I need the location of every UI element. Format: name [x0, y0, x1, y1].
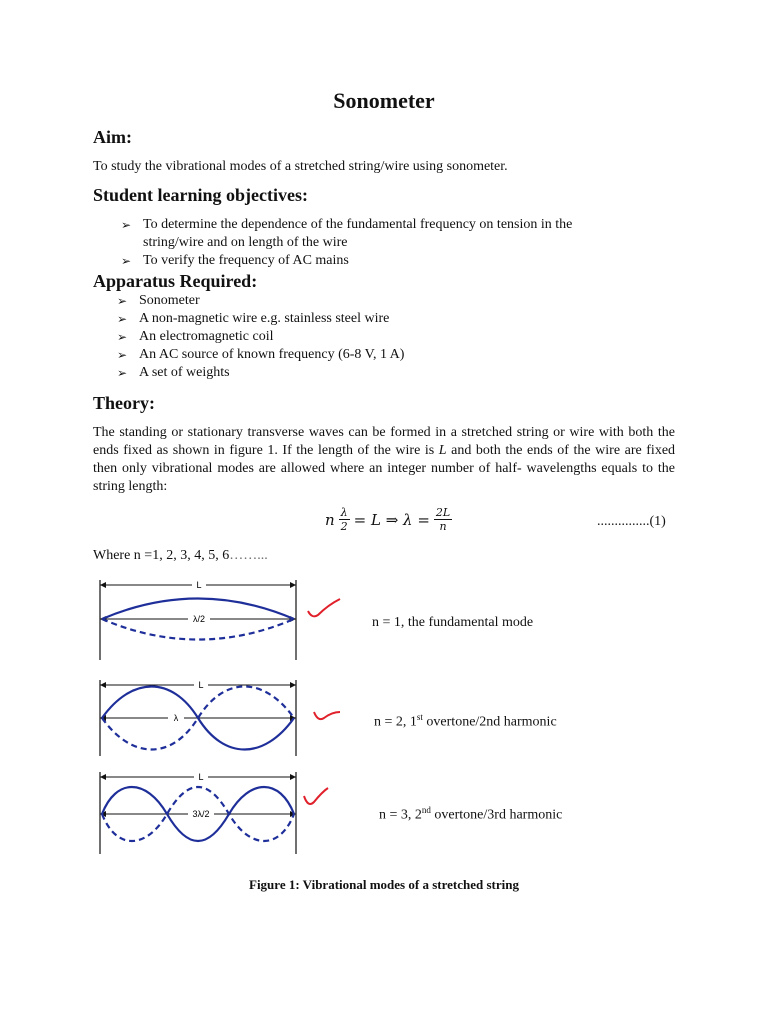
eq-lambda: λ [340, 506, 348, 519]
list-item [121, 252, 681, 270]
apparatus-text: A set of weights [139, 365, 230, 380]
arrow-bullet-icon: ➢ [121, 218, 132, 232]
eq-n: n [325, 510, 335, 529]
list-item [117, 346, 677, 364]
eq-n-denominator: n [439, 520, 447, 533]
list-item [121, 216, 681, 234]
page-title: Sonometer [333, 88, 435, 113]
list-item [117, 292, 677, 310]
mode-2-diagram [92, 676, 352, 760]
mode-label-text: overtone/2nd harmonic [422, 714, 557, 730]
apparatus-text: An electromagnetic coil [139, 329, 274, 344]
mode-3-diagram [92, 768, 352, 856]
ordinal-suffix: st [416, 712, 423, 722]
theory-line: both the ends fixed as shown in figure 1. If the length of the wire is [93, 425, 676, 458]
theory-heading: Theory: [93, 393, 155, 413]
mode-2-label [374, 712, 557, 731]
apparatus-list [117, 292, 677, 382]
check-mark-icon [308, 599, 340, 616]
ordinal-suffix: nd [421, 805, 431, 815]
mode-1-diagram [92, 575, 352, 665]
mode-label-text: n = 2, 1 [374, 714, 417, 730]
wave-label: 3λ/2 [192, 809, 210, 819]
apparatus-heading: Apparatus Required: [93, 271, 258, 291]
eq-middle: = L ⇒ λ = [353, 510, 430, 529]
length-label: L [196, 580, 202, 590]
objective-text: To determine the dependence of the fundamental frequency on tension in the [143, 217, 573, 232]
twoL-over-n [434, 506, 452, 533]
theory-line: The standing or stationary transverse waves can be formed in a stretched string or wire with [93, 425, 624, 440]
check-mark-icon [314, 712, 340, 719]
apparatus-text: A non-magnetic wire e.g. stainless steel wire [139, 311, 390, 326]
eq-two: 2 [340, 520, 348, 533]
apparatus-text: An AC source of known frequency (6-8 V, 1 A) [139, 347, 405, 362]
theory-line: wire are fixed then only vibrational modes are allowed where an integer number of half- [93, 443, 676, 476]
where-line [93, 547, 268, 565]
eq-twoL: 2L [435, 506, 451, 519]
arrow-bullet-icon: ➢ [117, 312, 128, 326]
aim-text: To study the vibrational modes of a stretched string/wire using sonometer. [93, 159, 508, 174]
check-mark-icon [304, 788, 328, 804]
objectives-heading: Student learning objectives: [93, 185, 308, 205]
mode-1-label: n = 1, the fundamental mode [372, 615, 534, 630]
mode-label-text: overtone/3rd harmonic [430, 807, 563, 823]
where-text: Where n =1, 2, 3, 4, 5, 6 [93, 548, 230, 563]
theory-paragraph [93, 424, 675, 496]
arrow-bullet-icon: ➢ [117, 294, 128, 308]
arrow-bullet-icon: ➢ [121, 254, 132, 268]
figure-caption: Figure 1: Vibrational modes of a stretched string [249, 877, 519, 892]
length-label: L [198, 680, 204, 690]
mode-3-label [379, 805, 562, 824]
wave-label: λ/2 [192, 614, 206, 624]
arrow-bullet-icon: ➢ [117, 330, 128, 344]
objective-text: To verify the frequency of AC mains [143, 253, 349, 268]
list-item [117, 310, 677, 328]
theory-line: wavelengths equals to the string length: [93, 461, 675, 494]
list-item [121, 234, 681, 252]
theory-line: and both the ends of the [451, 443, 591, 458]
arrow-bullet-icon: ➢ [117, 366, 128, 380]
apparatus-text: Sonometer [139, 293, 200, 308]
objective-text: string/wire and on length of the wire [143, 235, 348, 250]
length-label: L [198, 772, 204, 782]
where-dots: ……... [229, 548, 268, 563]
mode-label-text: n = 3, 2 [379, 807, 422, 823]
wavelength-equation [325, 506, 452, 533]
objectives-list [121, 216, 681, 270]
list-item [117, 328, 677, 346]
aim-heading: Aim: [93, 127, 132, 147]
list-item [117, 364, 677, 382]
lambda-over-two [339, 506, 350, 533]
wave-label: λ [173, 713, 179, 723]
equation-number: ...............(1) [597, 514, 666, 529]
length-variable: L [438, 443, 447, 458]
arrow-bullet-icon: ➢ [117, 348, 128, 362]
